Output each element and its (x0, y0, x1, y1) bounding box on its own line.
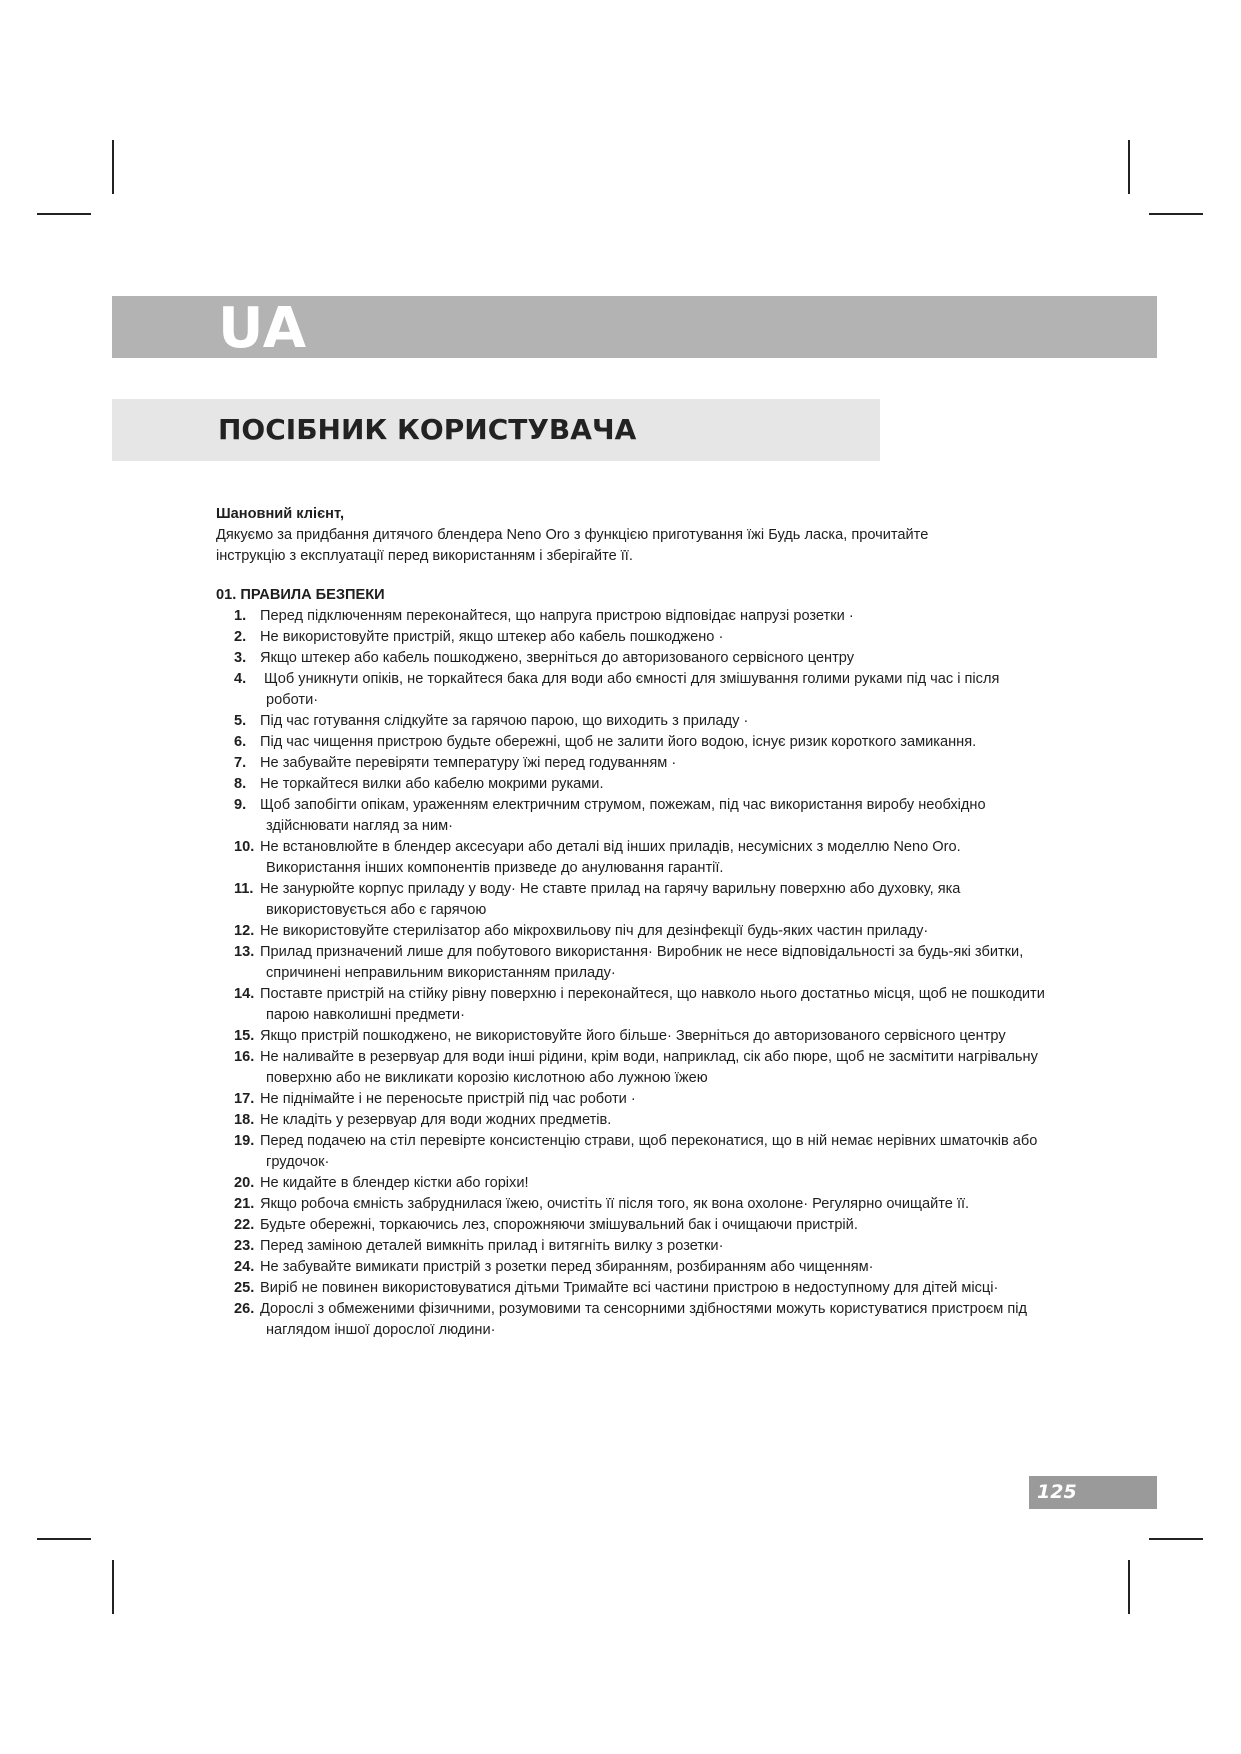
list-item-number: 19. (234, 1133, 255, 1149)
list-item-text: Якщо пристрій пошкоджено, не використовуйте його більше· Зверніться до авторизованого сервісного центру (260, 1028, 1006, 1044)
list-item-number: 12. (234, 923, 255, 939)
list-item (216, 606, 1046, 627)
intro-line: інструкцію з експлуатації перед використанням і зберігайте її. (216, 548, 633, 564)
list-item (216, 837, 1046, 879)
list-item-number: 2. (234, 629, 247, 645)
list-item-number: 22. (234, 1217, 255, 1233)
list-item (216, 711, 1046, 732)
list-item-number: 25. (234, 1280, 255, 1296)
list-item-number: 21. (234, 1196, 255, 1212)
list-item-number: 5. (234, 713, 247, 729)
list-item-text: Не використовуйте пристрій, якщо штекер або кабель пошкоджено · (260, 629, 724, 645)
list-item-number: 26. (234, 1301, 255, 1317)
crop-mark (1128, 1560, 1130, 1614)
list-item-text: Прилад призначений лише для побутового використання· Виробник не несе відповідальності за будь-які збитки, спричинені неправильним використанням приладу· (260, 944, 1024, 981)
list-item-number: 6. (234, 734, 247, 750)
title-banner (112, 399, 880, 461)
list-item (216, 669, 1046, 711)
list-item-text: Не піднімайте і не переносьте пристрій під час роботи · (260, 1091, 636, 1107)
crop-mark (112, 1560, 114, 1614)
list-item-text: Якщо штекер або кабель пошкоджено, зверніться до авторизованого сервісного центру (260, 650, 855, 666)
list-item (216, 1215, 1046, 1236)
list-item-text: Не кладіть у резервуар для води жодних предметів. (260, 1112, 612, 1128)
crop-mark (1149, 213, 1203, 215)
list-item-number: 15. (234, 1028, 255, 1044)
list-item-number: 8. (234, 776, 247, 792)
list-item-number: 9. (234, 797, 247, 813)
list-item-text: Не торкайтеся вилки або кабелю мокрими руками. (260, 776, 604, 792)
list-item-text: Перед підключенням переконайтеся, що напруга пристрою відповідає напрузі розетки · (260, 608, 854, 624)
list-item-number: 4. (234, 671, 247, 687)
language-code: UA (218, 296, 308, 361)
list-item (216, 648, 1046, 669)
list-item (216, 1026, 1046, 1047)
list-item (216, 1194, 1046, 1215)
list-item-number: 16. (234, 1049, 255, 1065)
crop-mark (1128, 140, 1130, 194)
list-item (216, 795, 1046, 837)
section-title: 01. ПРАВИЛА БЕЗПЕКИ (216, 587, 385, 603)
crop-mark (37, 1538, 91, 1540)
safety-rules-list (216, 606, 1046, 1341)
list-item-text: Не кидайте в блендер кістки або горіхи! (260, 1175, 529, 1191)
list-item-text: Будьте обережні, торкаючись лез, спорожняючи змішувальний бак і очищаючи пристрій. (260, 1217, 858, 1233)
list-item-text: Під час чищення пристрою будьте обережні, щоб не залити його водою, існує ризик короткого замикання. (260, 734, 977, 750)
list-item (216, 921, 1046, 942)
greeting: Шановний клієнт, (216, 506, 345, 522)
list-item-text: Виріб не повинен використовуватися дітьми Тримайте всі частини пристрою в недоступному для дітей місці· (260, 1280, 999, 1296)
list-item-number: 14. (234, 986, 255, 1002)
list-item-number: 18. (234, 1112, 255, 1128)
list-item-number: 13. (234, 944, 255, 960)
list-item (216, 1299, 1046, 1341)
list-item-number: 24. (234, 1259, 255, 1275)
document-body (216, 504, 1046, 1341)
list-item (216, 753, 1046, 774)
list-item (216, 942, 1046, 984)
crop-mark (112, 140, 114, 194)
list-item-number: 3. (234, 650, 247, 666)
list-item (216, 1173, 1046, 1194)
list-item-number: 7. (234, 755, 247, 771)
list-item (216, 1278, 1046, 1299)
list-item-number: 20. (234, 1175, 255, 1191)
crop-mark (37, 213, 91, 215)
page-title: ПОСІБНИК КОРИСТУВАЧА (218, 413, 637, 446)
intro-line: Дякуємо за придбання дитячого блендера Neno Oro з функцією приготування їжі Будь ласка, прочитайте (216, 527, 929, 543)
list-item-text: Не забувайте перевіряти температуру їжі перед годуванням · (260, 755, 677, 771)
list-item-text: Дорослі з обмеженими фізичними, розумовими та сенсорними здібностями можуть користуватися пристроєм під наглядом іншої дорослої людини· (260, 1301, 1028, 1338)
list-item-text: Не занурюйте корпус приладу у воду· Не ставте прилад на гарячу варильну поверхню або духовку, яка використовується або є гарячою (260, 881, 961, 918)
list-item-number: 1. (234, 608, 247, 624)
list-item-number: 23. (234, 1238, 255, 1254)
list-item-text: Перед подачею на стіл перевірте консистенцію страви, щоб переконатися, що в ній немає нерівних шматочків або грудочок· (260, 1133, 1038, 1170)
list-item (216, 1089, 1046, 1110)
crop-mark (1149, 1538, 1203, 1540)
list-item (216, 1131, 1046, 1173)
page-number-badge (1029, 1476, 1157, 1509)
list-item-text: Поставте пристрій на стійку рівну поверхню і переконайтеся, що навколо нього достатньо місця, щоб не пошкодити парою навколишні предмети· (260, 986, 1045, 1023)
list-item-text: Не використовуйте стерилізатор або мікрохвильову піч для дезінфекції будь-яких частин приладу· (260, 923, 929, 939)
list-item (216, 732, 1046, 753)
list-item-text: Щоб уникнути опіків, не торкайтеся бака для води або ємності для змішування голими руками під час і після роботи· (260, 671, 1000, 708)
list-item-text: Не забувайте вимикати пристрій з розетки перед збиранням, розбиранням або чищенням· (260, 1259, 874, 1275)
list-item (216, 1236, 1046, 1257)
list-item-text: Під час готування слідкуйте за гарячою парою, що виходить з приладу · (260, 713, 749, 729)
list-item-text: Щоб запобігти опікам, ураженням електричним струмом, пожежам, під час використання виробу необхідно здійснювати нагляд за ним· (260, 797, 986, 834)
list-item-number: 17. (234, 1091, 255, 1107)
list-item (216, 879, 1046, 921)
language-banner (112, 296, 1157, 361)
list-item-text: Якщо робоча ємність забруднилася їжею, очистіть її після того, як вона охолоне· Регулярно очищайте її. (260, 1196, 970, 1212)
list-item-text: Перед заміною деталей вимкніть прилад і витягніть вилку з розетки· (260, 1238, 724, 1254)
list-item (216, 1110, 1046, 1131)
list-item (216, 627, 1046, 648)
list-item-number: 10. (234, 839, 255, 855)
list-item (216, 1047, 1046, 1089)
list-item-text: Не встановлюйте в блендер аксесуари або деталі від інших приладів, несумісних з моделлю Neno Oro. Використання інших компонентів призведе до анулювання гарантії. (260, 839, 961, 876)
page-number: 125 (1037, 1481, 1077, 1503)
list-item (216, 984, 1046, 1026)
list-item-number: 11. (234, 881, 254, 897)
list-item (216, 1257, 1046, 1278)
list-item (216, 774, 1046, 795)
list-item-text: Не наливайте в резервуар для води інші рідини, крім води, наприклад, сік або пюре, щоб не засмітити нагрівальну поверхню або не викликати корозію кислотною або лужною їжею (260, 1049, 1038, 1086)
intro-paragraph (216, 525, 1046, 567)
